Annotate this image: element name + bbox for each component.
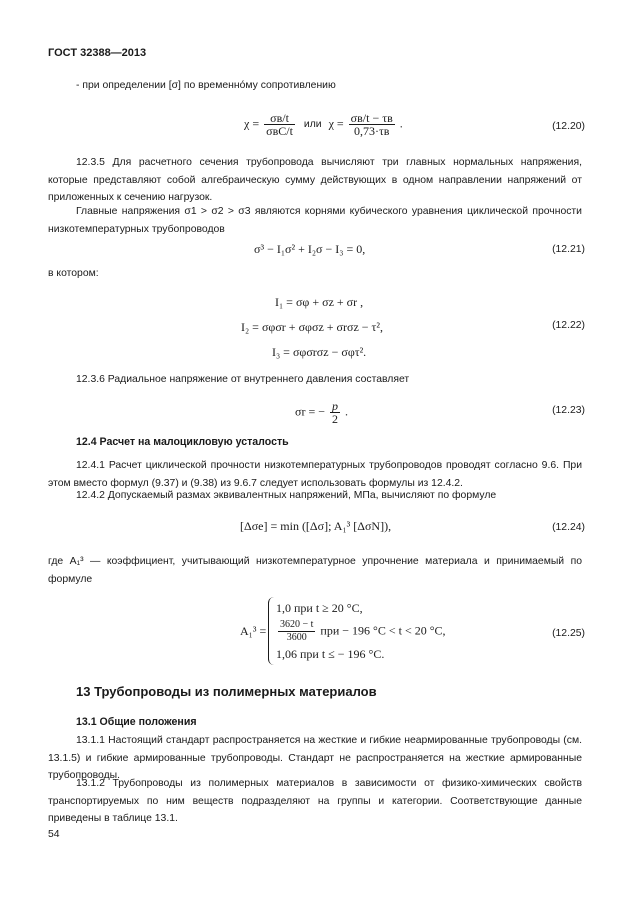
intro-line: - при определении [σ] по временно́му сопротивлению bbox=[76, 80, 336, 91]
paragraph-12-3-6: 12.3.6 Радиальное напряжение от внутреннего давления составляет bbox=[76, 374, 410, 385]
eq-12-20-lhs: χ = bbox=[244, 116, 260, 131]
paragraph-12-4-2: 12.4.2 Допускаемый размах эквивалентных напряжений, МПа, вычисляют по формуле bbox=[76, 490, 497, 501]
page-number: 54 bbox=[48, 829, 60, 840]
eq-12-25-case-2-num: 3620 − t bbox=[280, 619, 314, 630]
section-heading-12-4: 12.4 Расчет на малоцикловую усталость bbox=[76, 436, 289, 448]
eq-12-20-f1-den: σвС/t bbox=[266, 124, 293, 138]
section-heading-13-1: 13.1 Общие положения bbox=[76, 716, 197, 728]
paragraph-12-3-5-text: 12.3.5 Для расчетного сечения трубопровода вычисляют три главных нормальных напряжения, которые представляют собой алгебраическую сумму действующих в одном направлении напряжений от приложенных к сечению нагрузок. bbox=[48, 157, 582, 203]
eq-12-25-case-3: 1,06 при t ≤ − 196 °С. bbox=[276, 647, 385, 661]
chapter-heading-13: 13 Трубопроводы из полимерных материалов bbox=[76, 684, 377, 699]
equation-12-22-line2: I₂ = σφσr + σφσz + σrσz − τ², bbox=[241, 320, 383, 334]
paragraph-12-3-5 bbox=[48, 154, 582, 207]
paragraph-13-1-1-text: 13.1.1 Настоящий стандарт распространяется на жесткие и гибкие неармированные трубопроводы (см. 13.1.5) и гибкие армированные трубопроводы. Стандарт не распространяется на жесткие армированные трубопроводы. bbox=[48, 735, 582, 781]
eq-12-25-lhs: A₁³ = bbox=[240, 624, 267, 638]
eq-12-23-numerator: p bbox=[332, 399, 338, 413]
eq-number-12-21: (12.21) bbox=[552, 244, 585, 255]
eq-12-23-lhs: σr = − bbox=[295, 404, 325, 419]
eq-number-12-24: (12.24) bbox=[552, 522, 585, 533]
eq-12-20-lhs2: χ = bbox=[328, 116, 344, 131]
eq-12-20-fraction-2 bbox=[349, 112, 395, 137]
eq-12-20-f2-den: 0,73·τв bbox=[353, 124, 390, 138]
eq-12-25-case-2 bbox=[276, 619, 446, 644]
eq-12-20-or: или bbox=[303, 119, 322, 131]
equation-12-22-line1: I₁ = σφ + σz + σr , bbox=[275, 295, 364, 309]
equation-12-20 bbox=[244, 112, 403, 137]
in-which-label: в котором: bbox=[48, 268, 99, 279]
eq-12-25-case-2-den: 3600 bbox=[286, 632, 307, 643]
paragraph-where-a: где A₁³ — коэффициент, учитывающий низкотемпературное упрочнение материала и принимаемый по формуле bbox=[48, 556, 582, 585]
paragraph-12-4-1 bbox=[48, 457, 582, 492]
equation-12-23 bbox=[295, 400, 348, 425]
eq-12-20-tail: . bbox=[399, 116, 403, 131]
eq-number-12-22: (12.22) bbox=[552, 320, 585, 331]
paragraph-13-1-2 bbox=[48, 775, 582, 828]
eq-12-20-f1-num: σв/t bbox=[264, 112, 295, 125]
paragraph-principal-stresses-text: Главные напряжения σ1 > σ2 > σ3 являются корнями кубического уравнения циклической прочности низкотемпературных трубопроводов bbox=[48, 206, 582, 235]
eq-12-23-denominator: 2 bbox=[332, 412, 338, 426]
equation-12-21: σ³ − I₁σ² + I₂σ − I₃ = 0, bbox=[254, 242, 366, 256]
document-header: ГОСТ 32388—2013 bbox=[48, 47, 147, 59]
paragraph-principal-stresses bbox=[48, 203, 582, 238]
eq-12-20-f2-num: σв/t − τв bbox=[350, 111, 393, 125]
paragraph-12-4-1-text: 12.4.1 Расчет циклической прочности низкотемпературных трубопроводов проводят согласно 9.6. При этом вместо формул (9.37) и (9.38) из 9.6.7 следует использовать формулы из 12.4.2. bbox=[48, 460, 582, 489]
equation-12-22-line3: I₃ = σφσrσz − σφτ². bbox=[272, 345, 367, 359]
eq-number-12-20: (12.20) bbox=[552, 121, 585, 132]
eq-12-25-case-2-fraction bbox=[278, 619, 315, 644]
eq-12-20-fraction-1 bbox=[264, 112, 295, 137]
eq-12-23-fraction bbox=[330, 400, 340, 425]
eq-number-12-25: (12.25) bbox=[552, 628, 585, 639]
eq-12-23-tail: . bbox=[345, 404, 348, 419]
eq-12-25-case-1: 1,0 при t ≥ 20 °С, bbox=[276, 601, 363, 615]
equation-12-24: [Δσe] = min ([Δσ]; A₁³ [ΔσN]), bbox=[240, 519, 392, 533]
eq-number-12-23: (12.23) bbox=[552, 405, 585, 416]
paragraph-13-1-2-text: 13.1.2 Трубопроводы из полимерных материалов в зависимости от физико-химических свойств транспортируемых по ним веществ подразделяют на группы и категории. Соответствующие данные приведены в таблице 13.1. bbox=[48, 778, 582, 824]
eq-12-25-case-2-tail: при − 196 °С < t < 20 °С, bbox=[320, 623, 446, 638]
